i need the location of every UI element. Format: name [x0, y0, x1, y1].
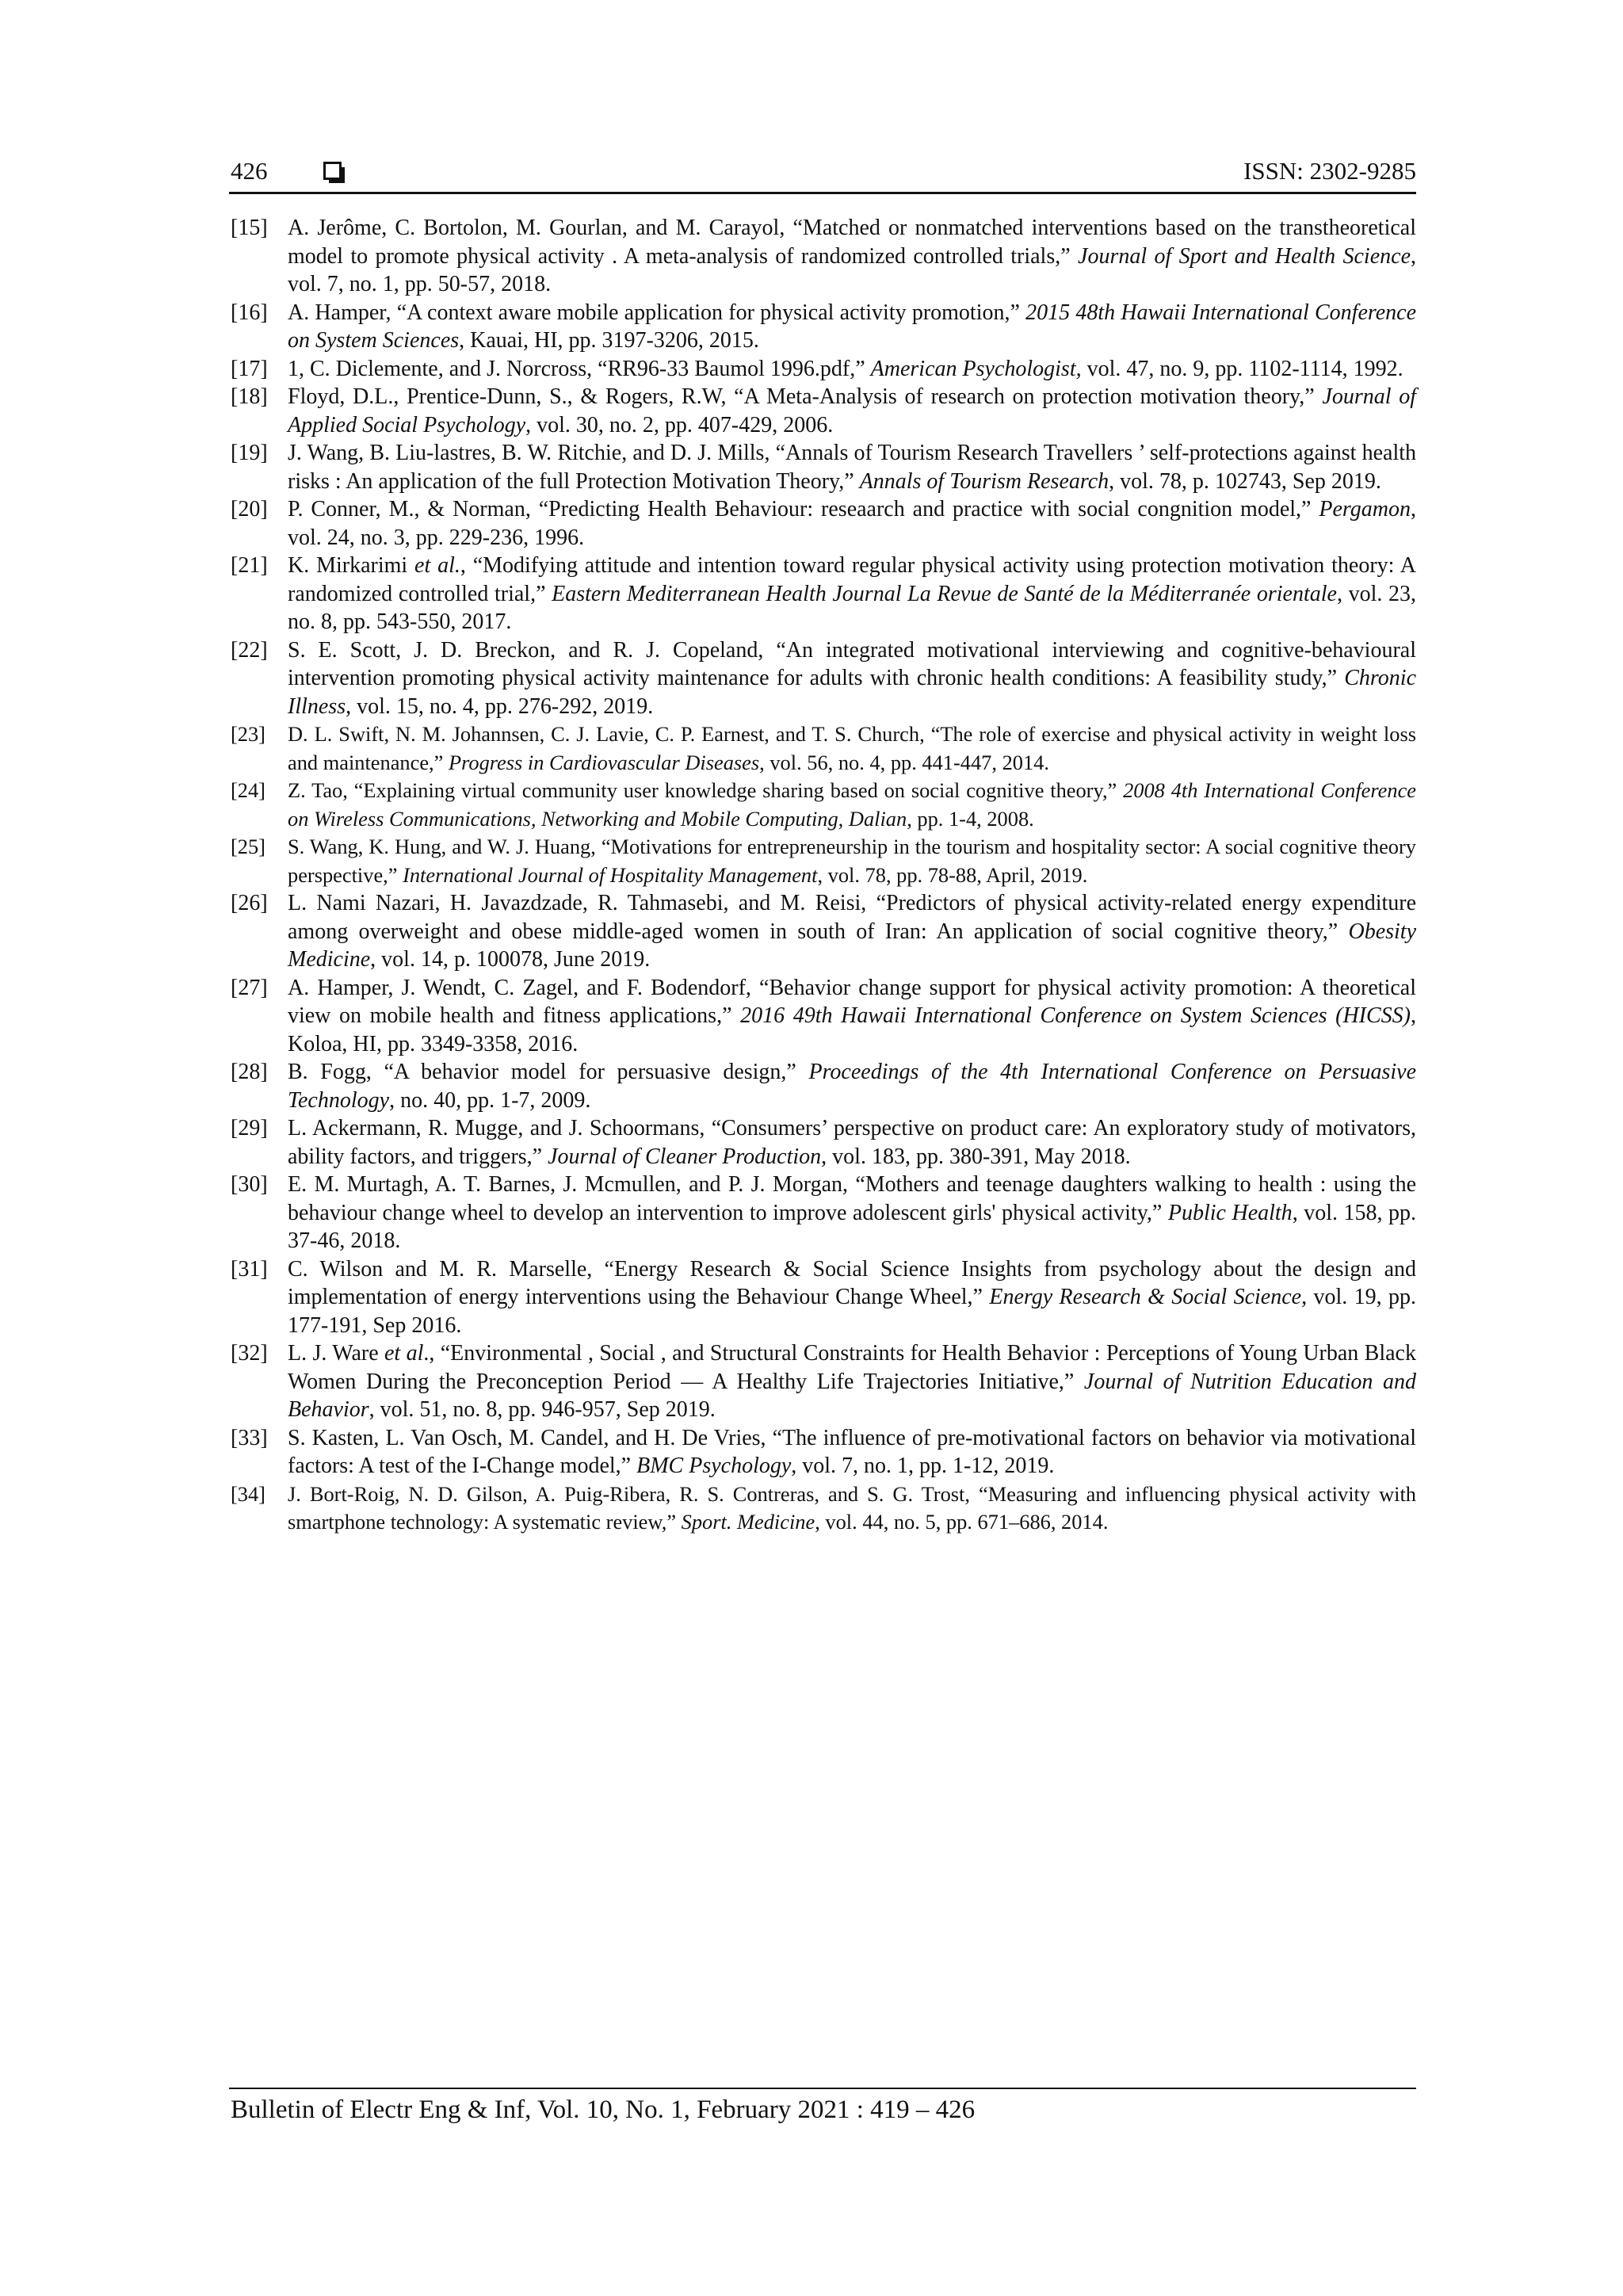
reference-item	[231, 495, 1416, 552]
reference-number: [22]	[231, 637, 268, 663]
reference-number: [24]	[231, 778, 265, 802]
reference-text: D. L. Swift, N. M. Johannsen, C. J. Lavie, C. P. Earnest, and T. S. Church, “The role of exercise and physical activity in weight loss and maintenance,” Progress in Cardiovascular Diseases, vol. 56, no. 4, pp. 441-447, 2014.	[288, 722, 1416, 774]
header-rule	[229, 192, 1416, 194]
reference-text: Floyd, D.L., Prentice-Dunn, S., & Rogers, R.W, “A Meta-Analysis of research on protection motivation theory,” Journal of Applied Social Psychology, vol. 30, no. 2, pp. 407-429, 2006.	[288, 384, 1416, 437]
reference-number: [23]	[231, 722, 265, 746]
reference-text: S. E. Scott, J. D. Breckon, and R. J. Copeland, “An integrated motivational interviewing and cognitive-behavioural intervention promoting physical activity maintenance for adults with chronic health conditions: A feasibility study,” Chronic Illness, vol. 15, no. 4, pp. 276-292, 2019.	[288, 637, 1416, 719]
reference-text: B. Fogg, “A behavior model for persuasive design,” Proceedings of the 4th International Conference on Persuasive Technology, no. 40, pp. 1-7, 2009.	[288, 1060, 1416, 1113]
reference-item	[231, 214, 1416, 299]
reference-number: [17]	[231, 356, 268, 381]
reference-text: P. Conner, M., & Norman, “Predicting Health Behaviour: reseaarch and practice with social congnition model,” Pergamon, vol. 24, no. 3, pp. 229-236, 1996.	[288, 497, 1416, 550]
reference-number: [20]	[231, 497, 268, 521]
square-box-icon	[323, 162, 342, 180]
reference-number: [33]	[231, 1425, 268, 1450]
reference-item	[231, 439, 1416, 495]
reference-number: [31]	[231, 1256, 268, 1282]
reference-item	[231, 833, 1416, 889]
reference-number: [25]	[231, 835, 265, 858]
reference-number: [27]	[231, 975, 268, 1000]
reference-text: Z. Tao, “Explaining virtual community user knowledge sharing based on social cognitive theory,” 2008 4th International Conference on Wireless Communications, Networking and Mobile Computing, Dalian, pp. 1-4, 2008.	[288, 778, 1417, 831]
reference-number: [18]	[231, 384, 268, 409]
reference-item	[231, 1171, 1416, 1255]
footer-rule	[229, 2088, 1416, 2089]
reference-number: [26]	[231, 891, 268, 915]
reference-item	[231, 889, 1416, 974]
reference-text: J. Bort-Roig, N. D. Gilson, A. Puig-Ribera, R. S. Contreras, and S. G. Trost, “Measuring and influencing physical activity with smartphone technology: A systematic review,” Sport. Medicine, vol. 44, no. 5, pp. 671–686, 2014.	[288, 1481, 1416, 1534]
issn-label: ISSN: 2302-9285	[1243, 157, 1416, 185]
reference-number: [21]	[231, 553, 268, 578]
reference-item	[231, 720, 1416, 777]
reference-number: [19]	[231, 441, 268, 465]
reference-number: [32]	[231, 1341, 268, 1366]
reference-list	[231, 214, 1416, 1537]
reference-text: A. Hamper, J. Wendt, C. Zagel, and F. Bodendorf, “Behavior change support for physical activity promotion: A theoretical view on mobile health and fitness applications,” 2016 49th Hawaii International Conference on System Sciences (HICSS), Koloa, HI, pp. 3349-3358, 2016.	[288, 975, 1416, 1056]
reference-number: [30]	[231, 1172, 268, 1197]
reference-text: L. J. Ware et al., “Environmental , Social , and Structural Constraints for Health Behavior : Perceptions of Young Urban Black Women During the Preconception Period — A Healthy Life Trajectories Initiative,” Journal of Nutrition Education and Behavior, vol. 51, no. 8, pp. 946-957, Sep 2019.	[288, 1341, 1416, 1422]
reference-text: L. Ackermann, R. Mugge, and J. Schoormans, “Consumers’ perspective on product care: An exploratory study of motivators, ability factors, and triggers,” Journal of Cleaner Production, vol. 183, pp. 380-391, May 2018.	[288, 1116, 1416, 1169]
reference-number: [29]	[231, 1116, 268, 1140]
reference-number: [34]	[231, 1481, 265, 1506]
reference-text: E. M. Murtagh, A. T. Barnes, J. Mcmullen, and P. J. Morgan, “Mothers and teenage daughters walking to health : using the behaviour change wheel to develop an intervention to improve adolescent girls' physical activity,” Public Health, vol. 158, pp. 37-46, 2018.	[288, 1172, 1417, 1253]
reference-item	[231, 1339, 1416, 1424]
reference-text: K. Mirkarimi et al., “Modifying attitude and intention toward regular physical activity using protection motivation theory: A randomized controlled trial,” Eastern Mediterranean Health Journal La Revue de Santé de la Méditerranée orientale, vol. 23, no. 8, pp. 543-550, 2017.	[288, 553, 1417, 634]
reference-item	[231, 777, 1416, 833]
reference-item	[231, 974, 1416, 1059]
reference-text: S. Wang, K. Hung, and W. J. Huang, “Motivations for entrepreneurship in the tourism and hospitality sector: A social cognitive theory perspective,” International Journal of Hospitality Management, vol. 78, pp. 78-88, April, 2019.	[288, 835, 1416, 887]
reference-item	[231, 299, 1416, 355]
reference-number: [28]	[231, 1060, 268, 1084]
reference-text: A. Jerôme, C. Bortolon, M. Gourlan, and M. Carayol, “Matched or nonmatched interventions based on the transtheoretical model to promote physical activity . A meta-analysis of randomized controlled trials,” Journal of Sport and Health Science, vol. 7, no. 1, pp. 50-57, 2018.	[288, 216, 1416, 296]
journal-footer: Bulletin of Electr Eng & Inf, Vol. 10, No. 1, February 2021 : 419 – 426	[231, 2095, 976, 2124]
reference-number: [15]	[231, 216, 268, 240]
reference-item	[231, 1480, 1416, 1537]
reference-text: L. Nami Nazari, H. Javazdzade, R. Tahmasebi, and M. Reisi, “Predictors of physical activity-related energy expenditure among overweight and obese middle-aged women in south of Iran: An application of social cognitive theory,” Obesity Medicine, vol. 14, p. 100078, June 2019.	[288, 891, 1416, 972]
page-header	[229, 155, 1416, 192]
reference-text: A. Hamper, “A context aware mobile application for physical activity promotion,” 2015 48th Hawaii International Conference on System Sciences, Kauai, HI, pp. 3197-3206, 2015.	[288, 300, 1417, 353]
reference-item	[231, 552, 1416, 636]
reference-text: J. Wang, B. Liu-lastres, B. W. Ritchie, and D. J. Mills, “Annals of Tourism Research Travellers ’ self-protections against health risks : An application of the full Protection Motivation Theory,” Annals of Tourism Research, vol. 78, p. 102743, Sep 2019.	[288, 441, 1416, 494]
reference-text: C. Wilson and M. R. Marselle, “Energy Research & Social Science Insights from psychology about the design and implementation of energy interventions using the Behaviour Change Wheel,” Energy Research & Social Science, vol. 19, pp. 177-191, Sep 2016.	[288, 1256, 1417, 1338]
reference-item	[231, 1255, 1416, 1340]
page-number: 426	[231, 157, 268, 185]
reference-item	[231, 636, 1416, 721]
reference-text: 1, C. Diclemente, and J. Norcross, “RR96-33 Baumol 1996.pdf,” American Psychologist, vol. 47, no. 9, pp. 1102-1114, 1992.	[288, 356, 1403, 381]
reference-item	[231, 1424, 1416, 1480]
reference-item	[231, 1114, 1416, 1171]
reference-item	[231, 355, 1416, 384]
reference-item	[231, 1058, 1416, 1114]
reference-number: [16]	[231, 300, 268, 325]
reference-item	[231, 383, 1416, 439]
reference-text: S. Kasten, L. Van Osch, M. Candel, and H. De Vries, “The influence of pre-motivational factors on behavior via motivational factors: A test of the I-Change model,” BMC Psychology, vol. 7, no. 1, pp. 1-12, 2019.	[288, 1425, 1416, 1478]
